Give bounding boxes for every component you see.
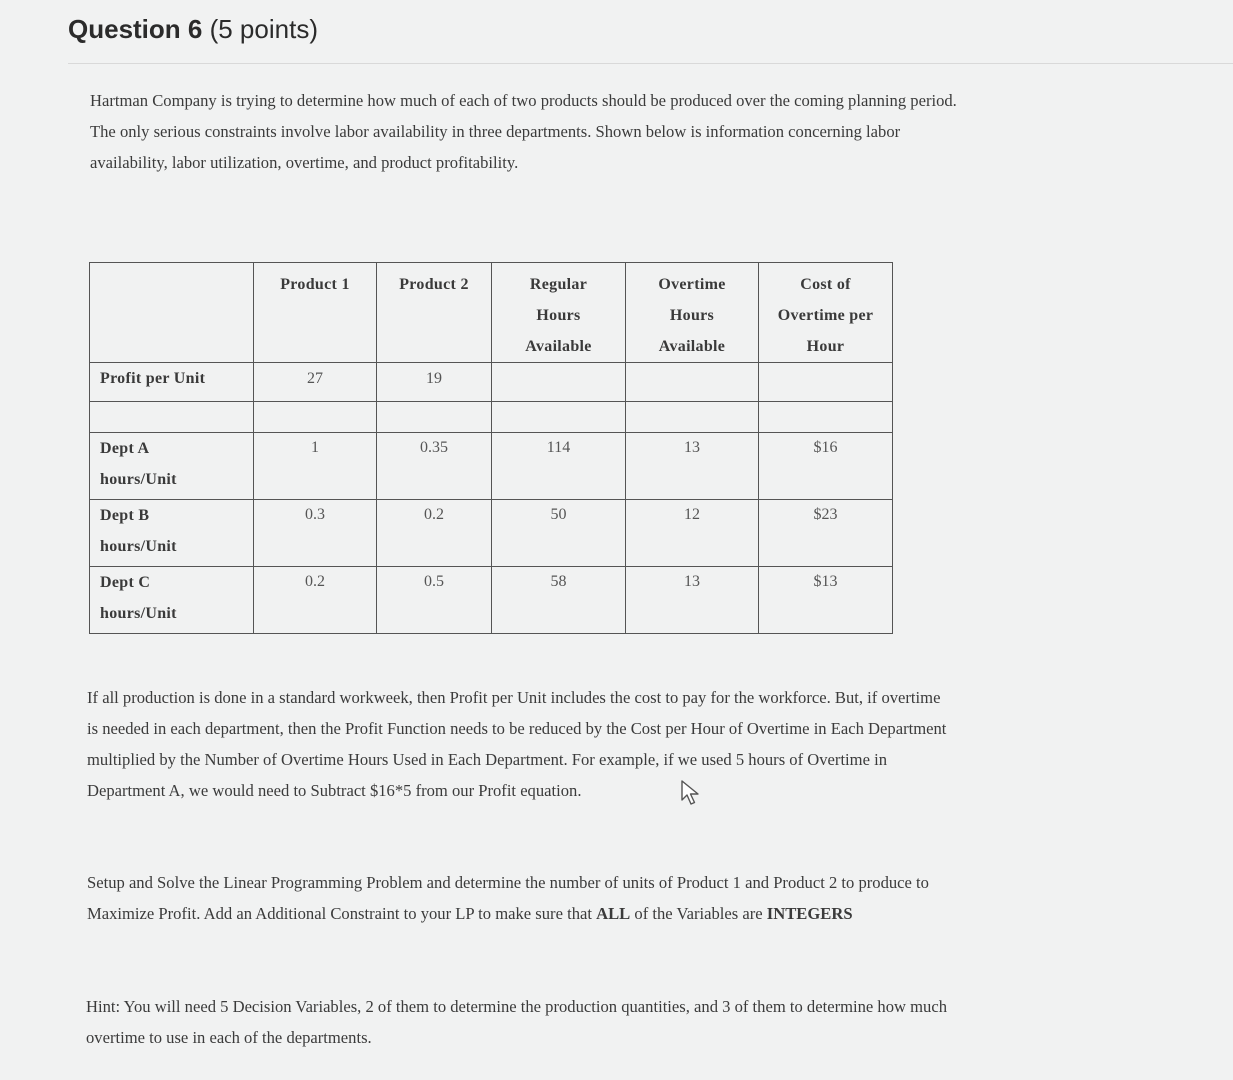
intro-line: The only serious constraints involve labor availability in three departments. Shown below is information concerning labor <box>90 122 901 141</box>
dept-c-regular: 58 <box>492 567 626 634</box>
profit-label: Profit per Unit <box>90 363 254 402</box>
dept-a-regular: 114 <box>492 433 626 500</box>
overtime-line: is needed in each department, then the Profit Function needs to be reduced by the Cost per Hour of Overtime in Each Department <box>87 719 947 738</box>
dept-b-cost: $23 <box>759 500 893 567</box>
hint-line: overtime to use in each of the departments. <box>86 1028 372 1047</box>
dept-c-product-2: 0.5 <box>377 567 492 634</box>
setup-line: Setup and Solve the Linear Programming Problem and determine the number of units of Product 1 and Product 2 to produce to <box>87 873 929 892</box>
table-row-dept-c <box>90 567 893 634</box>
overtime-line: If all production is done in a standard workweek, then Profit per Unit includes the cost to pay for the workforce. But, if overtime <box>87 688 941 707</box>
header-regular-hours: Regular Hours Available <box>492 263 626 363</box>
empty-cell <box>626 402 759 433</box>
empty-cell <box>377 402 492 433</box>
emphasis-all: ALL <box>596 904 631 923</box>
dept-label: Dept B hours/Unit <box>90 500 254 567</box>
setup-paragraph <box>87 867 929 929</box>
dept-c-product-1: 0.2 <box>254 567 377 634</box>
empty-cell <box>759 402 893 433</box>
dept-c-cost: $13 <box>759 567 893 634</box>
title-divider <box>68 63 1233 64</box>
overtime-line: multiplied by the Number of Overtime Hours Used in Each Department. For example, if we used 5 hours of Overtime in <box>87 750 887 769</box>
empty-cell <box>492 402 626 433</box>
question-title <box>68 14 318 45</box>
setup-line: Maximize Profit. Add an Additional Constraint to your LP to make sure that ALL of the Variables are INTEGERS <box>87 904 853 923</box>
dept-b-regular: 50 <box>492 500 626 567</box>
intro-paragraph <box>90 85 957 178</box>
table-row-dept-b <box>90 500 893 567</box>
overtime-paragraph <box>87 682 946 806</box>
dept-c-overtime: 13 <box>626 567 759 634</box>
dept-b-product-1: 0.3 <box>254 500 377 567</box>
intro-line: availability, labor utilization, overtime, and product profitability. <box>90 153 519 172</box>
labor-data-table <box>89 262 893 634</box>
header-product-1: Product 1 <box>254 263 377 363</box>
question-label: Question 6 <box>68 14 203 44</box>
header-product-2: Product 2 <box>377 263 492 363</box>
dept-a-cost: $16 <box>759 433 893 500</box>
intro-line: Hartman Company is trying to determine how much of each of two products should be produced over the coming planning period. <box>90 91 957 110</box>
dept-label: Dept C hours/Unit <box>90 567 254 634</box>
hint-line: Hint: You will need 5 Decision Variables, 2 of them to determine the production quantities, and 3 of them to determine how much <box>86 997 948 1016</box>
empty-cell <box>759 363 893 402</box>
dept-b-product-2: 0.2 <box>377 500 492 567</box>
header-overtime-hours: Overtime Hours Available <box>626 263 759 363</box>
empty-cell <box>254 402 377 433</box>
profit-product-2: 19 <box>377 363 492 402</box>
hint-paragraph <box>86 991 947 1053</box>
emphasis-integers: INTEGERS <box>766 904 853 923</box>
dept-a-product-1: 1 <box>254 433 377 500</box>
table-row-blank <box>90 402 893 433</box>
table-row-dept-a <box>90 433 893 500</box>
profit-product-1: 27 <box>254 363 377 402</box>
empty-header-cell <box>90 263 254 363</box>
empty-cell <box>626 363 759 402</box>
dept-b-overtime: 12 <box>626 500 759 567</box>
dept-label: Dept A hours/Unit <box>90 433 254 500</box>
header-overtime-cost: Cost of Overtime per Hour <box>759 263 893 363</box>
question-points: (5 points) <box>209 14 318 44</box>
dept-a-product-2: 0.35 <box>377 433 492 500</box>
mouse-pointer-icon <box>680 779 706 807</box>
table-row-profit <box>90 363 893 402</box>
table-header-row <box>90 263 893 363</box>
empty-cell <box>492 363 626 402</box>
overtime-line: Department A, we would need to Subtract $16*5 from our Profit equation. <box>87 781 582 800</box>
empty-cell <box>90 402 254 433</box>
dept-a-overtime: 13 <box>626 433 759 500</box>
